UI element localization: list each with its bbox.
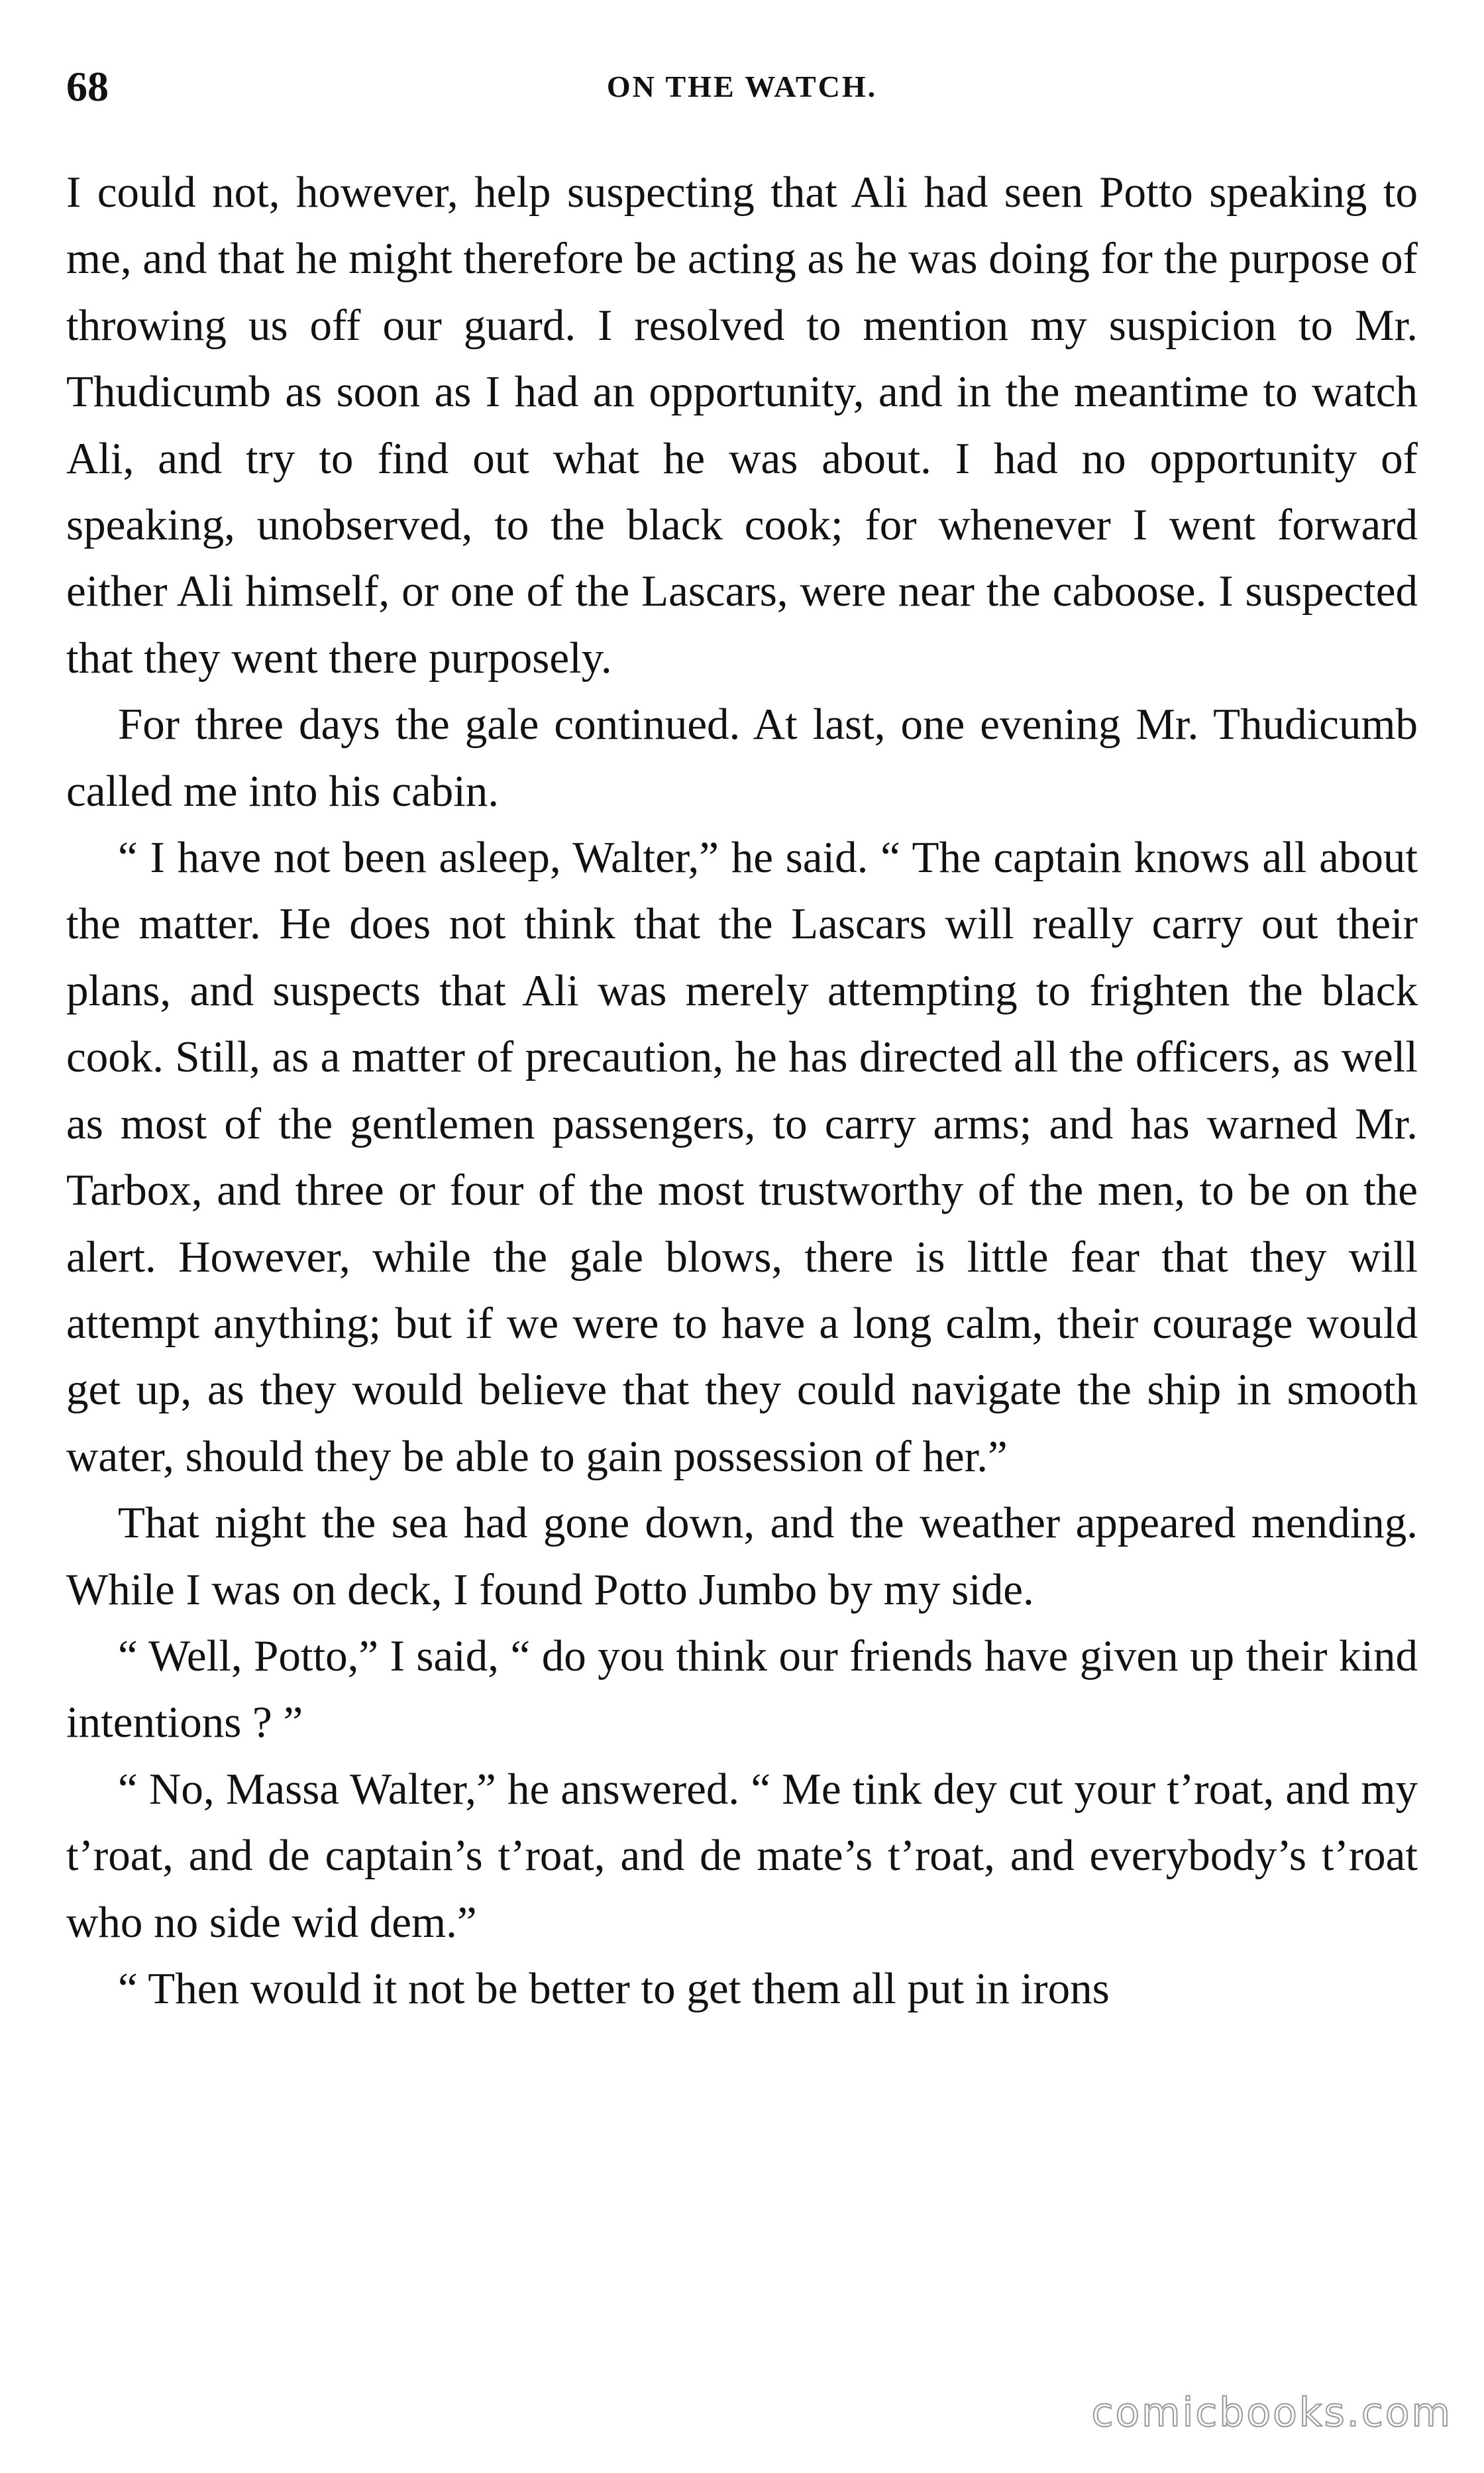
paragraph-5: “ Well, Potto,” I said, “ do you think our friends have given up their kind intentions ? ” — [66, 1631, 1418, 1747]
paragraph-2: For three days the gale continued. At last, one evening Mr. Thudicumb called me into his cabin. — [66, 700, 1418, 816]
paragraph-3: “ I have not been asleep, Walter,” he said. “ The captain knows all about the matter. He does not think that the Lascars will really carry out their plans, and suspects that Ali was merely attempting to frighten the black cook. Still, as a matter of precaution, he has directed all the officers, as well as most of the gentlemen passengers, to carry arms; and has warned Mr. Tarbox, and three or four of the most trustworthy of the men, to be on the alert. However, while the gale blows, there is little fear that they will attempt anything; but if we were to have a long calm, their courage would get up, as they would believe that they could navigate the ship in smooth water, should they be able to gain possession of her.” — [66, 833, 1418, 1481]
watermark: comicbooks.com — [1091, 2390, 1452, 2436]
page-number: 68 — [66, 63, 109, 110]
paragraph-1: I could not, however, help suspecting that Ali had seen Potto speaking to me, and that he might therefore be acting as he was doing for the purpose of throwing us off our guard. I resolved to mention my suspicion to Mr. Thudicumb as soon as I had an opportunity, and in the meantime to watch Ali, and try to find out what he was about. I had no opportunity of speaking, unobserved, to the black cook; for whenever I went forward either Ali himself, or one of the Lascars, were near the caboose. I suspected that they went there purposely. — [66, 168, 1418, 683]
paragraph-4: That night the sea had gone down, and the weather appeared mending. While I was on deck, I found Potto Jumbo by my side. — [66, 1498, 1418, 1614]
paragraph-7: “ Then would it not be better to get them all put in irons — [118, 1963, 1110, 2013]
running-head: ON THE WATCH. — [606, 70, 878, 103]
page-header — [66, 57, 1418, 117]
paragraph-6: “ No, Massa Walter,” he answered. “ Me tink dey cut your t’roat, and my t’roat, and de captain’s t’roat, and de mate’s t’roat, and everybody’s t’roat who no side wid dem.” — [66, 1764, 1418, 1947]
body-text — [66, 159, 1418, 2022]
